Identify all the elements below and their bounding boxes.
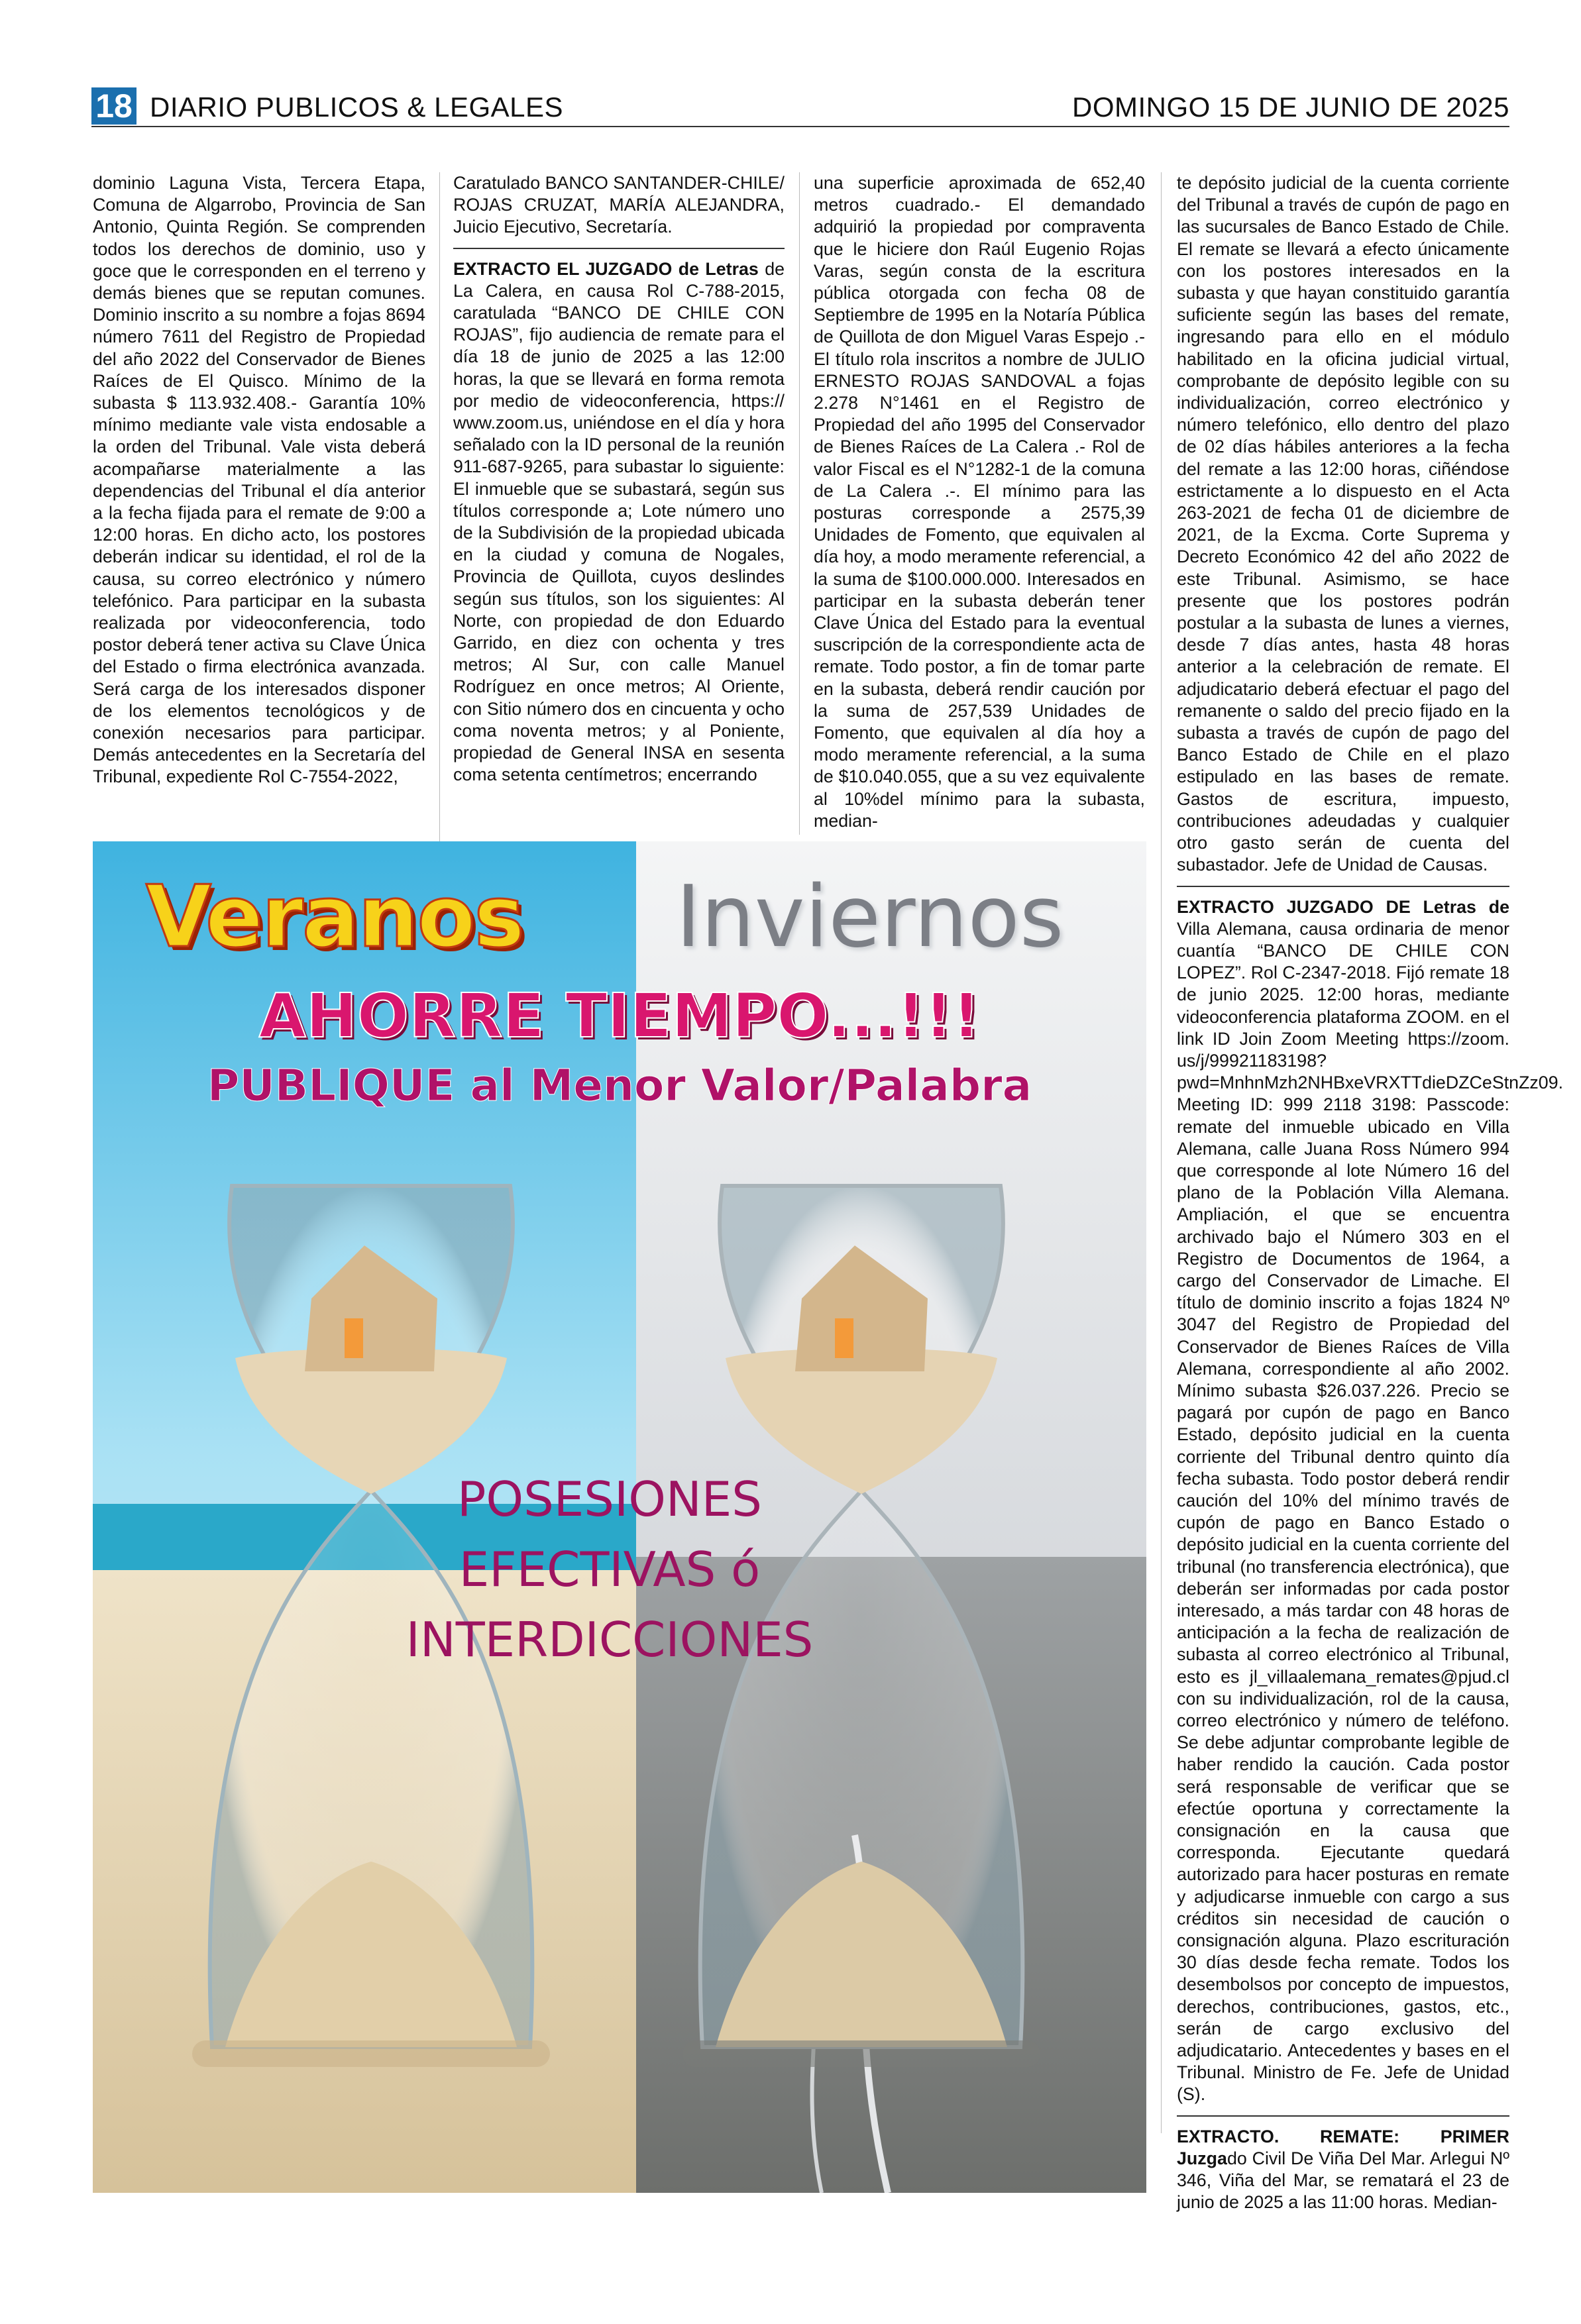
publication-name: DIARIO PUBLICOS & LEGALES [150,91,564,123]
notice-text: una superficie aproximada de 652,40 metros cuadrado.- El demandado adquirió la propiedad por compraventa que le hiciere don Raúl Eugenio Rojas Varas, según consta de la escritura pública otorgada con fecha 08 de Septiembre de 1995 en la Notaría Pública de Quillota de don Miguel Varas Espejo .- El título rola inscritos a nombre de JULIO ERNESTO ROJAS SANDOVAL a fojas 2.278 N°1461 en el Registro de Propiedad del año 1995 del Conservador de Bienes Raíces de La Calera .- Rol de valor Fiscal es el N°1282-1 de la comuna de La Calera .-. El mínimo para las posturas corresponde a 2575,39 Unidades de Fomento, que equivalen al día hoy, a modo meramente referencial, a la suma de $100.000.000. Interesados en participar en la subasta deberán tener Clave Única del Estado para la eventual suscripción de la correspondiente acta de remate. Todo postor, a fin de tomar parte en la subasta, deberá rendir caución por la suma de 257,539 Unidades de Fomento, que equivalen al día hoy a modo meramente referencial, a la suma de $10.040.055, que a su vez equivalente al 10%del mínimo para la subasta, median- [814,173,1145,831]
notice-text: do Civil De Viña Del Mar. Arlegui Nº 346, Viña del Mar, se rematará el 23 de junio de 2025 a las 11:00 horas. Median- [1177,2148,1509,2213]
column-4 [1177,172,1564,2213]
notice [453,258,785,786]
advertisement [93,841,1146,2193]
ad-service-line: INTERDICCIONES [406,1612,814,1667]
column-divider [1161,172,1162,2133]
column-1 [93,172,425,788]
column-2 [453,172,785,786]
notice-heading: EXTRACTO EL JUZGADO de Letras [453,258,759,279]
page-number: 18 [91,87,136,125]
ad-headline: AHORRE TIEMPO...!!! [258,980,981,1051]
ad-service-line: POSESIONES [457,1471,762,1527]
ad-services [345,1464,875,1675]
notice-separator [1177,886,1509,887]
notice-heading: EXTRACTO. REMATE: PRIMER Juzga [1177,2126,1509,2168]
page-header [91,85,1509,123]
ad-service-line: EFECTIVAS ó [459,1542,761,1597]
issue-date: DOMINGO 15 DE JUNIO DE 2025 [1071,91,1509,123]
ad-inviernos: Inviernos [676,868,1064,967]
notice-text: te depósito judicial de la cuenta corriente del Tribunal a través de cupón de pago en las sucursales de Banco Estado de Chile. El remate se llevará a efecto únicamente con los postores interesados en la subasta y que hayan constituido garantía suficiente según las bases del remate, ingresando para ello en el módulo habilitado en la oficina judicial virtual, comprobante de depósito legible con su individualización, correo electrónico y número telefónico, ello dentro del plazo de 02 días hábiles anteriores a la fecha del remate a las 12:00 horas, ciñéndose estrictamente a lo dispuesto en el Acta 263-2021 de fecha 01 de diciembre de 2021, de la Excma. Corte Suprema y Decreto Económico 42 del año 2022 de este Tribunal. Asimismo, se hace presente que los postores podrán postular a la subasta de lunes a viernes, desde 7 días antes, hasta 48 horas anterior a la celebración de remate. El adjudicatario deberá efectuar el pago del remanente o saldo del precio fijado en la subasta a través de cupón de pago del Banco Estado de Chile en el plazo estipulado en las bases de remate. Gastos de escritura, impuesto, contribuciones adeudadas y cualquier otro gasto serán de cuenta del subastador. Jefe de Unidad de Causas. [1177,173,1509,875]
notice-text: Villa Alemana, causa ordinaria de menor cuantía “BANCO DE CHILE CON LOPEZ”. Rol C-2347-2018. Fijó remate 18 de junio 2025. 12:00 horas, mediante videoconferencia plataforma ZOOM. en el link ID Join Zoom Meeting https://zoom. us/j/99921183198?pwd=MnhnMzh2NHBxeVRXTTdieDZCeStnZz09. Meeting ID: 999 2118 3198: Passcode: remate del inmueble ubicado en Villa Alemana, calle Juana Ross Número 994 que corresponde al lote Número 16 del plano de la Población Villa Alemana. Ampliación, el que se encuentra archivado bajo el Número 303 en el Registro de Documentos de 1964, a cargo del Conservador de Limache. El título de dominio inscrito a fojas 1824 Nº 3047 del Registro de Propiedad del Conservador de Bienes Raíces de Villa Alemana, correspondiente al año 2002. Mínimo subasta $26.037.226. Precio se pagará por cupón de pago en Banco Estado, depósito judicial en la cuenta corriente del Tribunal dentro quinto día fecha subasta. Todo postor deberá rendir caución del 10% del mínimo través de cupón de pago en Banco Estado o depósito judicial en la cuenta corriente del tribunal (no transferencia electrónica), que deberán ser informadas por cada postor interesado, a más tardar con 48 horas de anticipación a la fecha de realización de subasta al correo electrónico al Tribunal, esto es jl_villaalemana_remates@pjud.cl con su individualización, rol de la causa, correo electrónico y número de teléfono. Se debe adjuntar comprobante legible de haber rendido la caución. Cada postor será responsable de verificar que se efectúe oportuna y correctamente la consignación en la causa que corresponda. Ejecutante quedará autorizado para hacer posturas en remate y adjudicarse inmueble con cargo a sus créditos sin necesidad de caución o consignación alguna. Plazo escrituración 30 días desde fecha remate. Todos los desembolsos por concepto de impuestos, derechos, contribuciones, gastos, etc., serán de cargo exclusivo del adjudicatario. Antecedentes y bases en el Tribunal. Ministro de Fe. Jefe de Unidad (S). [1177,918,1564,2105]
column-3 [814,172,1145,832]
column-divider [799,172,800,835]
notice [1177,896,1564,2106]
notice-separator [453,248,785,249]
notice-text: de La Calera, en causa Rol C-788-2015, caratulada “BANCO DE CHILE CON ROJAS”, fijo audiencia de remate para el día 18 de junio de 2025 a las 12:00 horas, la que se llevará en forma remota por medio de videoconferencia, https:// www.zoom.us, uniéndose en el día y hora señalado con la ID personal de la reunión 911-687-9265, para subastar lo siguiente: El inmueble que se subastará, según sus títulos corresponde a; Lote número uno de la Subdivisión de la propiedad ubicada en la ciudad y comuna de Nogales, Provincia de Quillota, cuyos deslindes según sus títulos, son los siguientes: Al Norte, con propiedad de don Eduardo Garrido, en diez con ochenta y tres metros; Al Sur, con calle Manuel Rodríguez en once metros; Al Oriente, con Sitio número dos en cincuenta y ocho coma noventa metros; y al Poniente, propiedad de General INSA en sesenta coma setenta centímetros; encerrando [453,258,785,785]
header-rule [91,126,1509,127]
notice-text: dominio Laguna Vista, Tercera Etapa, Comuna de Algarrobo, Provincia de San Antonio, Quinta Región. Se comprenden todos los derechos de dominio, uso y goce que le corresponden en el terreno y demás bienes que se reputan comunes. Dominio inscrito a su nombre a fojas 8694 número 7611 del Registro de Propiedad del año 2022 del Conservador de Bienes Raíces de El Quisco. Mínimo de la subasta $ 113.932.408.- Garantía 10% mínimo mediante vale vista endosable a la orden del Tribunal. Vale vista deberá acompañarse materialmente a las dependencias del Tribunal el día anterior a la fecha fijada para el remate de 9:00 a 12:00 horas. En dicho acto, los postores deberán indicar su identidad, el rol de la causa, su correo electrónico y número telefónico. Para participar en la subasta realizada por videoconferencia, todo postor deberá tener activa su Clave Única del Estado o firma electrónica avanzada. Será carga de los interesados disponer de los elementos tecnológicos y de conexión necesarios para participar. Demás antecedentes en la Secretaría del Tribunal, expediente Rol C-7554-2022, [93,173,425,787]
notice-text: Caratulado BANCO SANTANDER-CHILE/ ROJAS CRUZAT, MARÍA ALEJANDRA, Juicio Ejecutivo, Secretaría. [453,173,785,237]
notice-separator [1177,2115,1509,2117]
ad-subheadline: PUBLIQUE al Menor Valor/Palabra [207,1060,1032,1111]
notice [1177,2126,1509,2214]
ad-veranos: Veranos [146,868,523,967]
notice-heading: EXTRACTO JUZGADO DE Letras de [1177,896,1509,917]
